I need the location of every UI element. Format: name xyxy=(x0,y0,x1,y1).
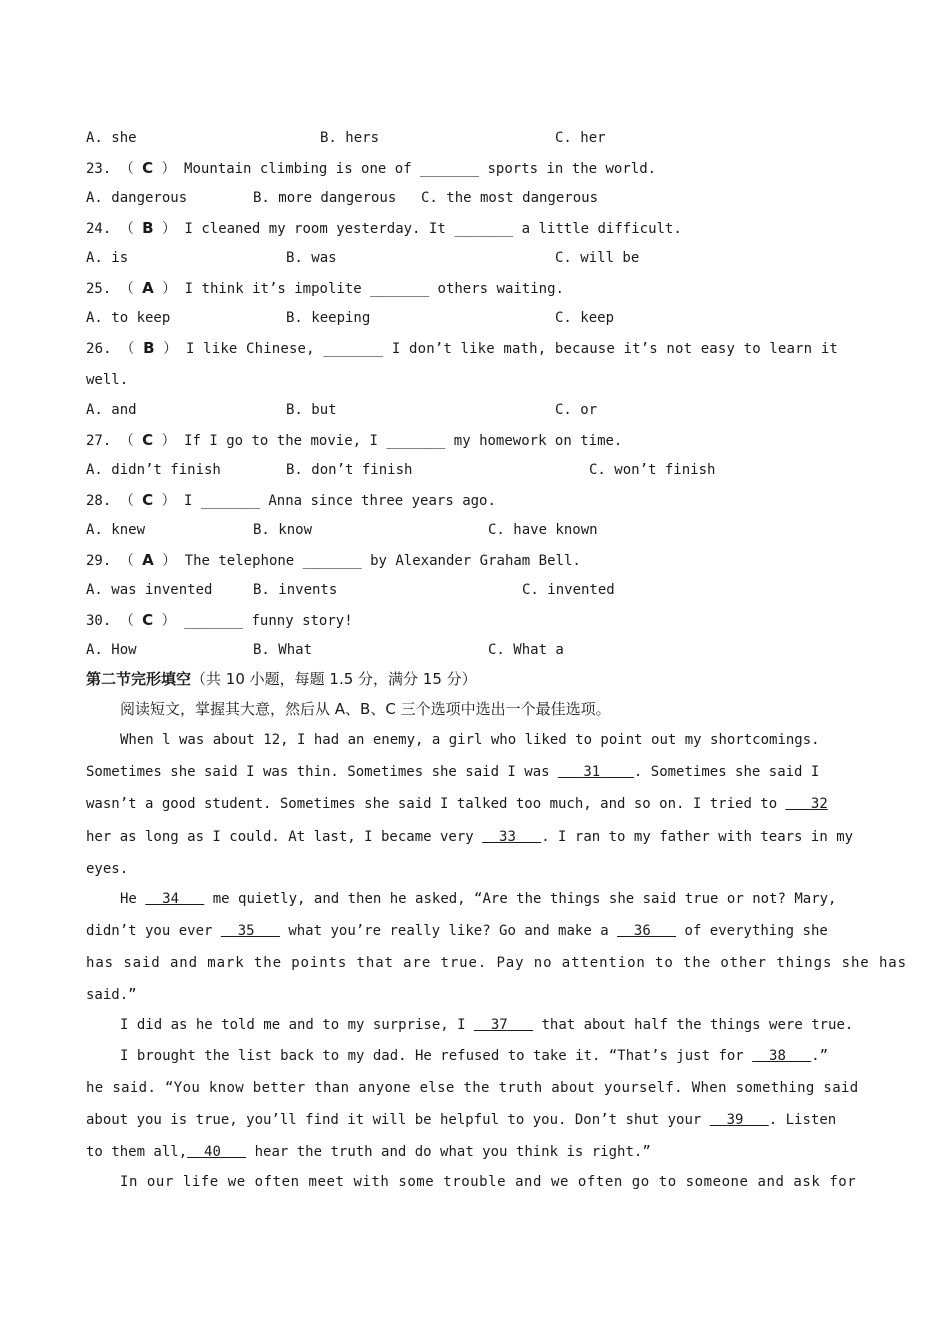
text-segment: . Listen xyxy=(768,1112,837,1128)
text-segment: Sometimes she said I was thin. Sometimes she said I was xyxy=(86,764,550,780)
section-note: （共 10 小题，每题 1.5 分，满分 15 分） xyxy=(191,670,477,688)
option-b: B. What xyxy=(253,642,313,658)
option-b: B. was xyxy=(286,250,337,266)
option-c: C. or xyxy=(555,402,598,418)
blank-33[interactable] xyxy=(482,829,541,845)
section-heading xyxy=(86,669,864,689)
text-segment: what you’re really like? Go and make a xyxy=(288,923,609,939)
text-segment: her as long as I could. At last, I became very xyxy=(86,829,474,845)
passage-line xyxy=(86,762,864,782)
text-segment: . I ran to my father with tears in my xyxy=(541,829,854,845)
question-25: 25. （ A ） I think it’s impolite _______ others waiting. xyxy=(86,279,564,297)
option-b: B. know xyxy=(253,522,313,538)
answer-letter: A xyxy=(142,279,154,297)
blank-32[interactable] xyxy=(786,796,828,812)
question-29: 29. （ A ） The telephone _______ by Alexander Graham Bell. xyxy=(86,551,581,569)
passage-line: he said. “You know better than anyone else the truth about yourself. When something said xyxy=(86,1080,859,1096)
option-a: A. she xyxy=(86,130,137,146)
question-27: 27. （ C ） If I go to the movie, I _______ my homework on time. xyxy=(86,431,623,449)
blank-number: 34 xyxy=(162,891,180,907)
blank-number: 32 xyxy=(810,796,828,812)
text-segment: He xyxy=(120,891,137,907)
question-26: 26. （ B ） I like Chinese, _______ I don’t like math, because it’s not easy to learn it xyxy=(86,339,838,357)
blank-36[interactable] xyxy=(617,923,676,939)
option-a: A. How xyxy=(86,642,137,658)
question-30: 30. （ C ） _______ funny story! xyxy=(86,611,353,629)
answer-letter: A xyxy=(142,551,154,569)
answer-letter: C xyxy=(142,491,154,509)
text-segment: about you is true, you’ll find it will be helpful to you. Don’t shut your xyxy=(86,1112,702,1128)
blank-40[interactable] xyxy=(187,1144,246,1160)
option-b: B. but xyxy=(286,402,337,418)
question-number: 29. xyxy=(86,553,112,569)
answer-letter: B xyxy=(142,219,154,237)
blank-number: 35 xyxy=(237,923,255,939)
text-segment: didn’t you ever xyxy=(86,923,213,939)
option-a: A. knew xyxy=(86,522,146,538)
question-text: Mountain climbing is one of _______ sports in the world. xyxy=(184,161,657,177)
question-23: 23. （ C ） Mountain climbing is one of _______ sports in the world. xyxy=(86,159,657,177)
text-segment: .” xyxy=(811,1048,829,1064)
question-number: 26. xyxy=(86,341,112,357)
text-segment: that about half the things were true. xyxy=(541,1017,854,1033)
question-text: I think it’s impolite _______ others waiting. xyxy=(184,281,564,297)
question-text: If I go to the movie, I _______ my homework on time. xyxy=(184,433,623,449)
blank-number: 40 xyxy=(204,1144,221,1160)
option-c: C. have known xyxy=(488,522,598,538)
passage-line xyxy=(86,794,864,814)
option-a: A. to keep xyxy=(86,310,171,326)
question-text: The telephone _______ by Alexander Graham Bell. xyxy=(184,553,581,569)
option-c: C. won’t finish xyxy=(589,462,716,478)
passage-line xyxy=(86,827,864,847)
passage-line: In our life we often meet with some trouble and we often go to someone and ask for xyxy=(120,1174,857,1190)
option-c: C. keep xyxy=(555,310,615,326)
passage-line xyxy=(120,730,864,750)
option-a: A. was invented xyxy=(86,582,213,598)
option-a: A. dangerous xyxy=(86,190,188,206)
blank-31[interactable] xyxy=(558,764,634,780)
question-number: 24. xyxy=(86,221,112,237)
option-a: A. and xyxy=(86,402,137,418)
passage-line: eyes. xyxy=(86,861,129,877)
blank-38[interactable] xyxy=(752,1048,811,1064)
blank-number: 37 xyxy=(490,1017,508,1033)
blank-number: 31 xyxy=(583,764,601,780)
blank-34[interactable] xyxy=(145,891,204,907)
question-number: 23. xyxy=(86,161,112,177)
text-segment: . Sometimes she said I xyxy=(633,764,820,780)
passage-line: said.” xyxy=(86,987,137,1003)
option-b: B. hers xyxy=(320,130,380,146)
passage-text: When l was about 12, I had an enemy, a girl who liked to point out my shortcomings. xyxy=(120,732,820,748)
text-segment: of everything she xyxy=(684,923,828,939)
question-text: I _______ Anna since three years ago. xyxy=(184,493,496,509)
question-24: 24. （ B ） I cleaned my room yesterday. It _______ a little difficult. xyxy=(86,219,682,237)
text-segment: me quietly, and then he asked, “Are the things she said true or not? Mary, xyxy=(212,891,837,907)
option-b: B. don’t finish xyxy=(286,462,413,478)
section-instruction: 阅读短文，掌握其大意，然后从 A、B、C 三个选项中选出一个最佳选项。 xyxy=(120,700,611,718)
option-a: A. is xyxy=(86,250,129,266)
question-text: I like Chinese, _______ I don’t like math, because it’s not easy to learn it xyxy=(186,341,838,357)
question-number: 27. xyxy=(86,433,112,449)
blank-number: 39 xyxy=(726,1112,744,1128)
question-number: 25. xyxy=(86,281,112,297)
option-b: B. keeping xyxy=(286,310,371,326)
text-segment: to them all, xyxy=(86,1144,188,1160)
blank-number: 38 xyxy=(769,1048,786,1064)
answer-letter: C xyxy=(142,159,154,177)
question-26-cont: well. xyxy=(86,372,129,388)
blank-number: 36 xyxy=(633,923,651,939)
passage-line xyxy=(120,1015,864,1035)
section-title: 第二节完形填空 xyxy=(86,670,192,688)
text-segment: I did as he told me and to my surprise, I xyxy=(120,1017,466,1033)
option-c: C. her xyxy=(555,130,606,146)
option-b: B. invents xyxy=(253,582,338,598)
passage-line xyxy=(86,921,864,941)
text-segment: hear the truth and do what you think is right.” xyxy=(254,1144,651,1160)
text-segment: wasn’t a good student. Sometimes she said I talked too much, and so on. I tried to xyxy=(86,796,778,812)
option-a: A. didn’t finish xyxy=(86,462,221,478)
option-c: C. will be xyxy=(555,250,640,266)
blank-39[interactable] xyxy=(710,1112,769,1128)
answer-letter: C xyxy=(142,611,154,629)
option-b: B. more dangerous xyxy=(253,190,397,206)
passage-line xyxy=(120,889,864,909)
blank-number: 33 xyxy=(499,829,516,845)
question-number: 30. xyxy=(86,613,112,629)
option-c: C. What a xyxy=(488,642,564,658)
passage-line xyxy=(120,1046,864,1066)
passage-text xyxy=(86,794,828,814)
answer-letter: C xyxy=(142,431,154,449)
question-28: 28. （ C ） I _______ Anna since three years ago. xyxy=(86,491,496,509)
answer-letter: B xyxy=(143,339,155,357)
passage-line xyxy=(86,1110,864,1130)
passage-line: has said and mark the points that are true. Pay no attention to the other things she has xyxy=(86,955,907,971)
passage-line xyxy=(86,1142,864,1162)
option-c: C. the most dangerous xyxy=(421,190,599,206)
blank-37[interactable] xyxy=(474,1017,533,1033)
blank-35[interactable] xyxy=(221,923,280,939)
passage-text xyxy=(86,762,819,782)
question-text: I cleaned my room yesterday. It _______ a little difficult. xyxy=(184,221,682,237)
option-c: C. invented xyxy=(522,582,615,598)
question-number: 28. xyxy=(86,493,112,509)
text-segment: I brought the list back to my dad. He refused to take it. “That’s just for xyxy=(120,1048,744,1064)
question-text: _______ funny story! xyxy=(184,613,353,629)
